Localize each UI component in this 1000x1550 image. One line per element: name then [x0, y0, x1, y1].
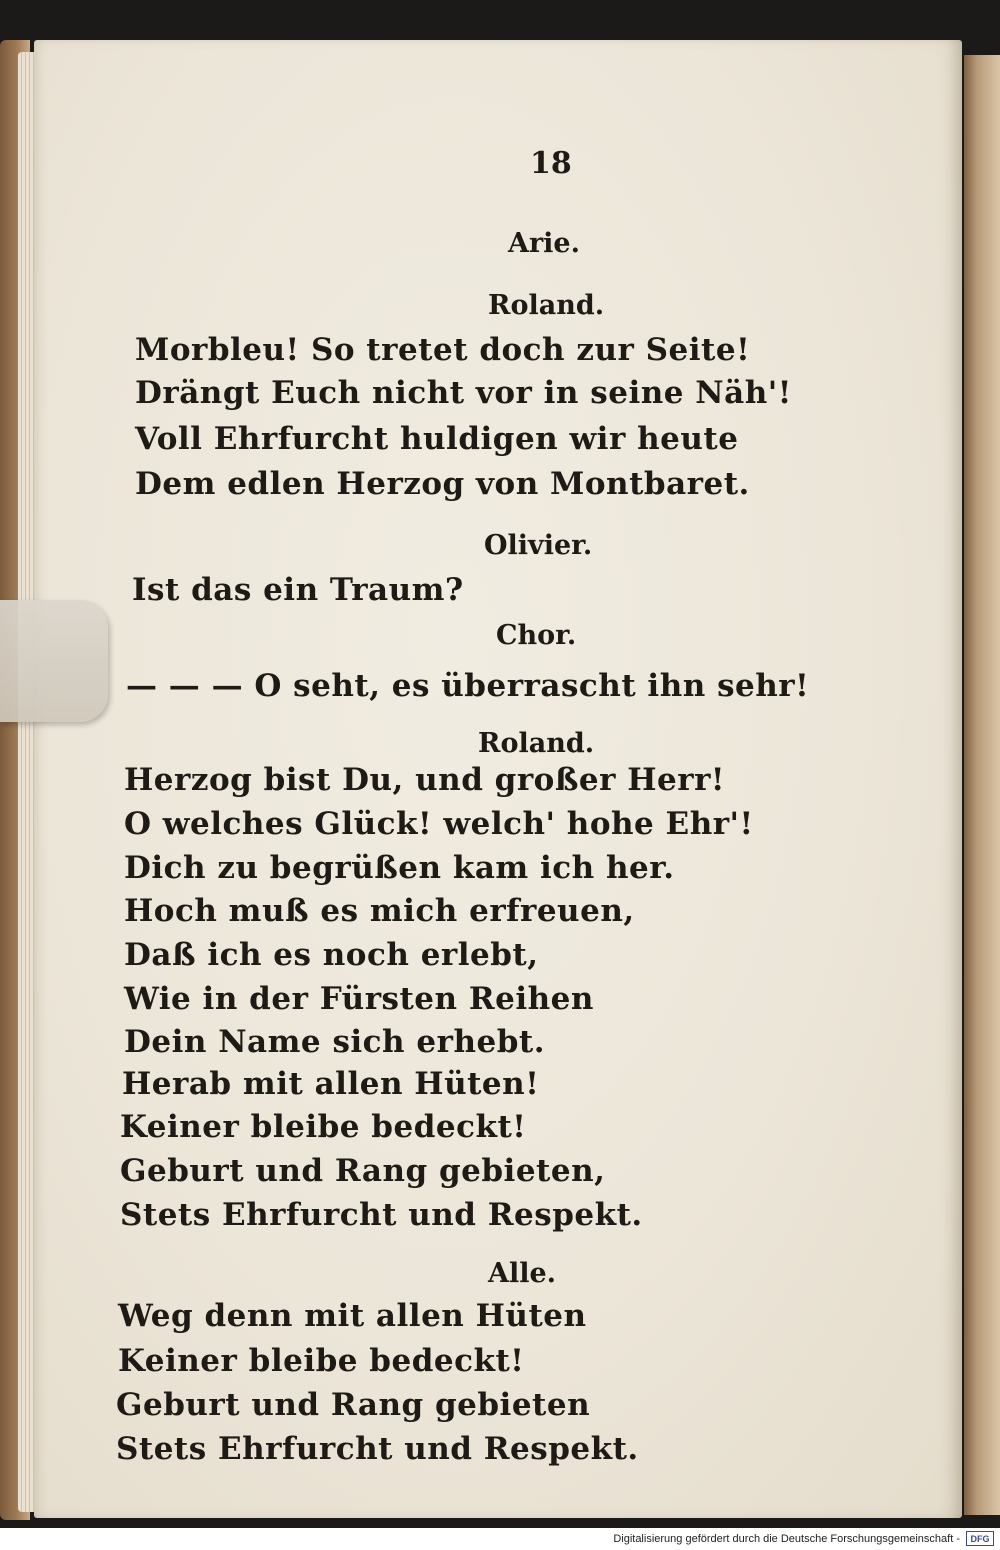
- speaker-label: Roland.: [488, 290, 605, 321]
- verse-line: O welches Glück! welch' hohe Ehr'!: [124, 806, 754, 842]
- verse-line: Stets Ehrfurcht und Respekt.: [120, 1197, 643, 1233]
- verse-line: Herab mit allen Hüten!: [122, 1066, 540, 1102]
- digitization-credit: Digitalisierung gefördert durch die Deutsche Forschungsgemeinschaft -: [613, 1533, 960, 1545]
- verse-line: Dein Name sich erhebt.: [124, 1024, 545, 1060]
- verse-line: Drängt Euch nicht vor in seine Näh'!: [135, 375, 792, 411]
- verse-line: Keiner bleibe bedeckt!: [118, 1343, 525, 1379]
- verse-line: Daß ich es noch erlebt,: [124, 937, 539, 973]
- speaker-label: Roland.: [478, 728, 595, 759]
- dfg-logo: DFG: [966, 1531, 994, 1546]
- next-page-edge: [964, 55, 1000, 1515]
- verse-line: Stets Ehrfurcht und Respekt.: [116, 1431, 639, 1467]
- verse-line: — — — O seht, es überrascht ihn sehr!: [126, 668, 810, 704]
- verse-line: Weg denn mit allen Hüten: [118, 1298, 587, 1334]
- verse-line: Dem edlen Herzog von Montbaret.: [135, 466, 750, 502]
- verse-line: Geburt und Rang gebieten,: [120, 1153, 606, 1189]
- verse-line: Hoch muß es mich erfreuen,: [124, 893, 635, 929]
- verse-line: Morbleu! So tretet doch zur Seite!: [135, 332, 751, 368]
- verse-line: Herzog bist Du, und großer Herr!: [124, 762, 726, 798]
- verse-line: Ist das ein Traum?: [132, 572, 464, 608]
- verse-line: Dich zu begrüßen kam ich her.: [124, 850, 675, 886]
- verse-line: Geburt und Rang gebieten: [116, 1387, 591, 1423]
- bookmark-tab: [0, 600, 108, 722]
- speaker-label: Chor.: [496, 620, 577, 651]
- speaker-label: Alle.: [488, 1258, 557, 1289]
- verse-line: Wie in der Fürsten Reihen: [124, 981, 594, 1017]
- speaker-label: Olivier.: [484, 530, 593, 561]
- verse-line: Voll Ehrfurcht huldigen wir heute: [135, 421, 739, 457]
- verse-line: Keiner bleibe bedeckt!: [120, 1109, 527, 1145]
- page-number: 18: [530, 146, 572, 181]
- section-title: Arie.: [508, 228, 581, 259]
